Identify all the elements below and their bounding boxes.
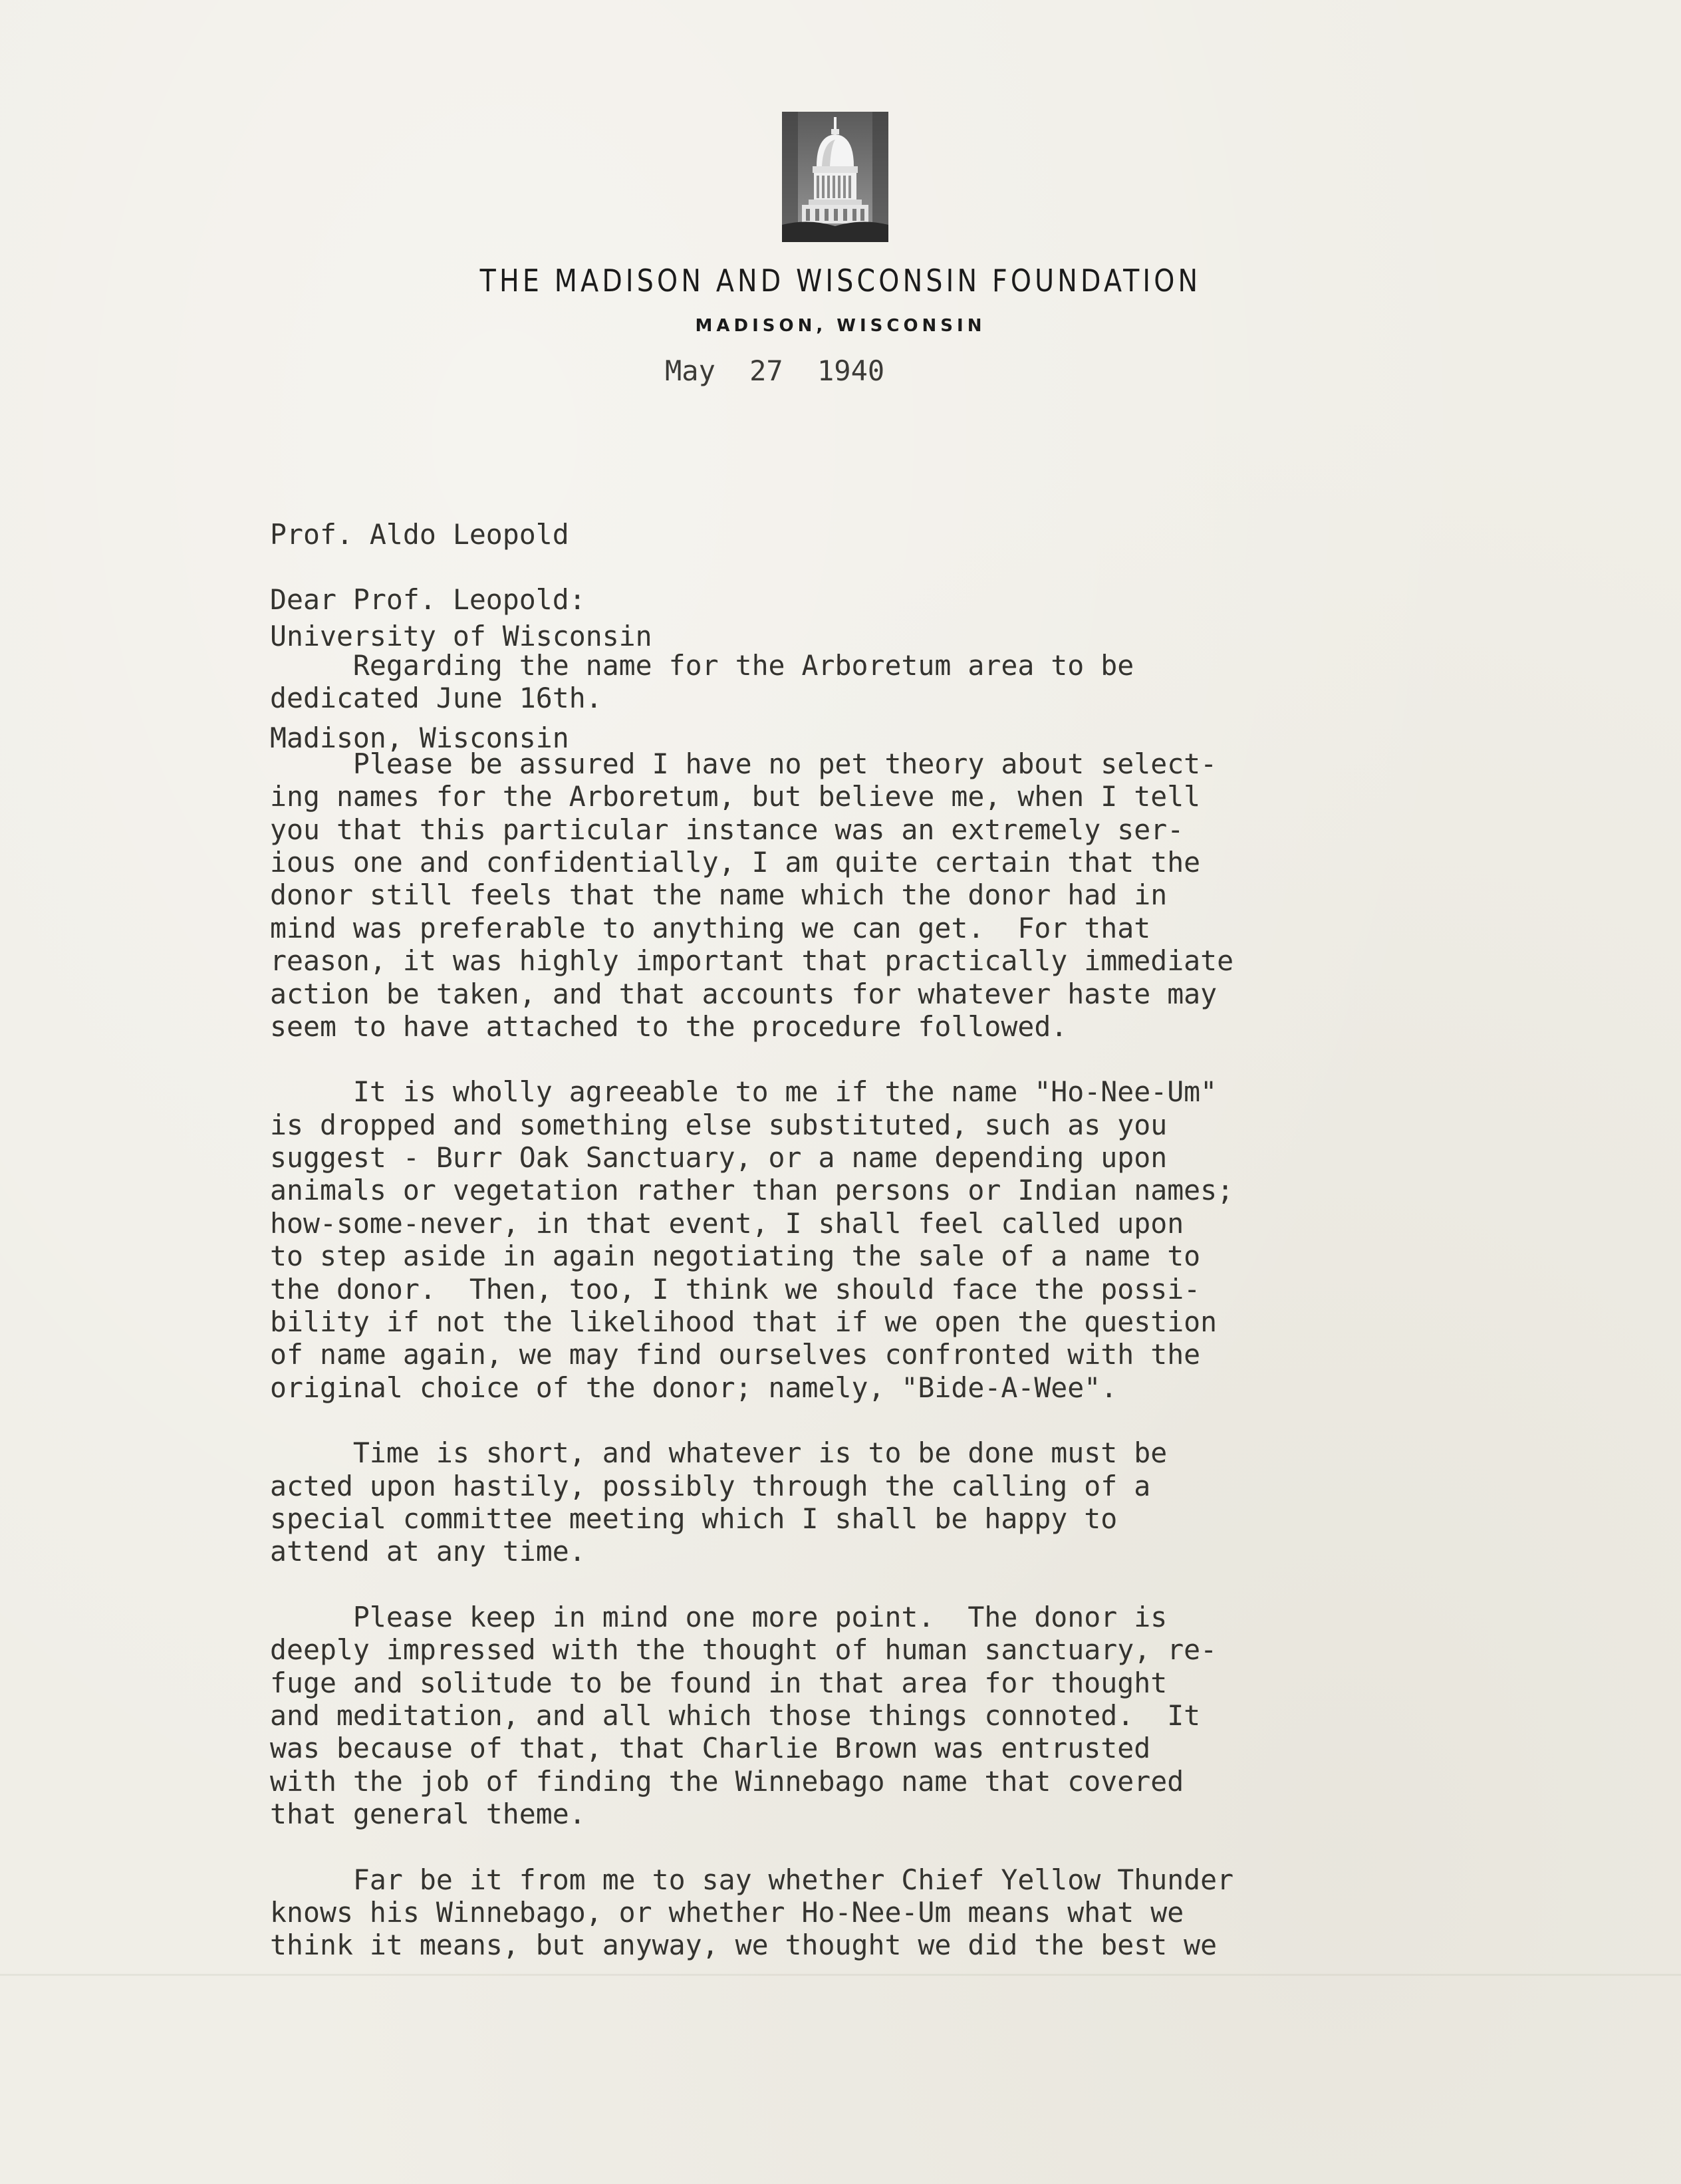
text-line: It is wholly agreeable to me if the name "Ho-Nee-Um" — [270, 1075, 1218, 1109]
text-line: attend at any time. — [270, 1535, 586, 1568]
recipient-institution: University of Wisconsin — [270, 620, 652, 652]
organization-name: THE MADISON AND WISCONSIN FOUNDATION — [479, 263, 1202, 299]
text-line: seem to have attached to the procedure followed. — [270, 1010, 1068, 1043]
text-line: of name again, we may find ourselves confronted with the — [270, 1338, 1201, 1371]
recipient-name: Prof. Aldo Leopold — [270, 518, 569, 551]
text-line: mind was preferable to anything we can get. For that — [270, 911, 1151, 944]
letter-body — [270, 649, 1427, 1994]
text-line: that general theme. — [270, 1798, 586, 1831]
text-line: Please keep in mind one more point. The donor is — [270, 1600, 1168, 1633]
paragraph — [270, 1863, 1427, 1962]
letter-date: May 27 1940 — [665, 354, 885, 387]
text-line: is dropped and something else substituted, such as you — [270, 1108, 1168, 1141]
capitol-dome-icon — [782, 112, 888, 242]
text-line: Please be assured I have no pet theory about select- — [270, 747, 1218, 780]
text-line: to step aside in again negotiating the sale of a name to — [270, 1240, 1201, 1273]
text-line: ing names for the Arboretum, but believe me, when I tell — [270, 780, 1201, 813]
text-line: with the job of finding the Winnebago name that covered — [270, 1764, 1184, 1798]
salutation: Dear Prof. Leopold: — [270, 583, 586, 616]
text-line: how-some-never, in that event, I shall feel called upon — [270, 1206, 1184, 1240]
recipient-city: Madison, Wisconsin — [270, 722, 569, 754]
text-line: reason, it was highly important that practically immediate — [270, 944, 1234, 978]
text-line: Regarding the name for the Arboretum area to be — [270, 649, 1134, 682]
text-line: action be taken, and that accounts for whatever haste may — [270, 977, 1218, 1010]
text-line: donor still feels that the name which the donor had in — [270, 879, 1168, 912]
text-line: acted upon hastily, possibly through the calling of a — [270, 1469, 1151, 1502]
text-line: animals or vegetation rather than persons or Indian names; — [270, 1174, 1234, 1207]
paragraph — [270, 748, 1427, 1043]
text-line: the donor. Then, too, I think we should face the possi- — [270, 1272, 1201, 1305]
text-line: dedicated June 16th. — [270, 682, 602, 715]
text-line: original choice of the donor; namely, "Bide-A-Wee". — [270, 1371, 1118, 1404]
text-line: knows his Winnebago, or whether Ho-Nee-Um means what we — [270, 1895, 1184, 1929]
paper-fold — [0, 1974, 1681, 1976]
text-line: bility if not the likelihood that if we open the question — [270, 1305, 1218, 1339]
paragraph — [270, 1601, 1427, 1831]
paragraph — [270, 1436, 1427, 1568]
paragraph — [270, 649, 1427, 715]
text-line: suggest - Burr Oak Sanctuary, or a name depending upon — [270, 1141, 1168, 1174]
text-line: special committee meeting which I shall be happy to — [270, 1502, 1118, 1535]
organization-location: MADISON, WISCONSIN — [695, 316, 986, 336]
text-line: Far be it from me to say whether Chief Yellow Thunder — [270, 1863, 1234, 1896]
text-line: and meditation, and all which those things connoted. It — [270, 1699, 1201, 1732]
text-line: think it means, but anyway, we thought we did the best we — [270, 1929, 1218, 1962]
paragraph — [270, 1075, 1427, 1404]
text-line: you that this particular instance was an extremely ser- — [270, 813, 1184, 846]
text-line: ious one and confidentially, I am quite certain that the — [270, 845, 1201, 879]
text-line: was because of that, that Charlie Brown was entrusted — [270, 1732, 1151, 1765]
text-line: deeply impressed with the thought of human sanctuary, re- — [270, 1633, 1218, 1667]
text-line: fuge and solitude to be found in that area for thought — [270, 1666, 1168, 1699]
text-line: Time is short, and whatever is to be done must be — [270, 1436, 1168, 1470]
